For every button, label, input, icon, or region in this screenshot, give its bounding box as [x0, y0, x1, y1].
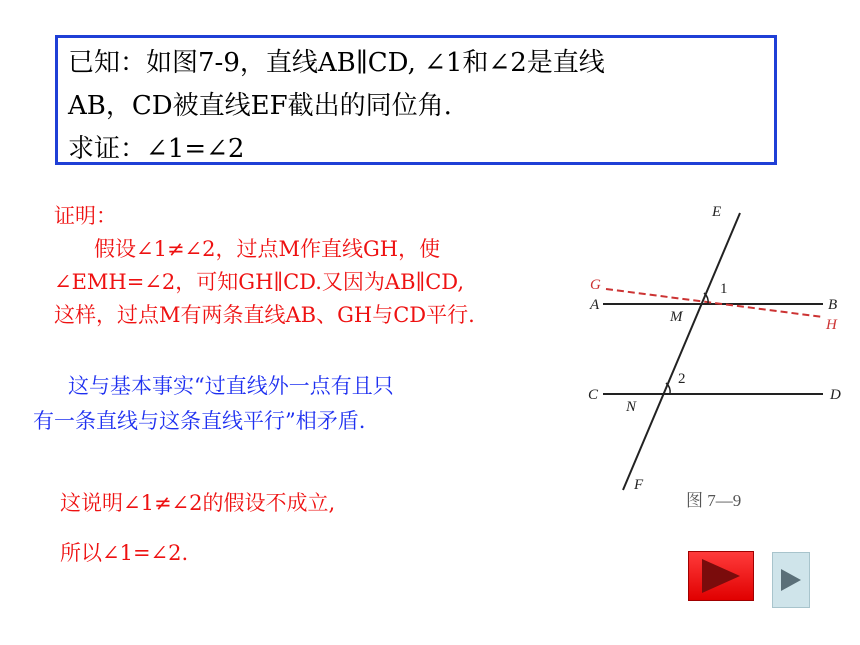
next-button[interactable]	[772, 552, 810, 608]
contradiction-line-2: 有一条直线与这条直线平行”相矛盾.	[33, 409, 366, 433]
label-1: 1	[720, 281, 728, 297]
label-e: E	[712, 204, 722, 220]
label-c: C	[588, 387, 599, 403]
proof-line-1: 假设∠1≠∠2，过点M作直线GH，使	[94, 237, 441, 261]
label-g: G	[590, 277, 601, 293]
label-h: H	[826, 317, 837, 333]
conclusion-line-2: 所以∠1=∠2.	[60, 541, 189, 565]
line-ef	[623, 213, 740, 490]
proof-heading: 证明：	[54, 204, 117, 228]
label-b: B	[828, 297, 838, 313]
given-line-1: 已知：如图7-9，直线AB∥CD, ∠1和∠2是直线	[68, 48, 605, 78]
label-f: F	[634, 477, 644, 493]
proof-line-2: ∠EMH=∠2，可知GH∥CD.又因为AB∥CD,	[54, 270, 465, 294]
to-prove-line: 求证：∠1=∠2	[68, 134, 245, 164]
contradiction-line-1: 这与基本事实“过直线外一点有且只	[68, 374, 394, 398]
figure-caption: 图 7—9	[686, 491, 742, 510]
label-2: 2	[678, 371, 686, 387]
label-m: M	[670, 309, 683, 325]
proof-line-3: 这样，过点M有两条直线AB、GH与CD平行.	[54, 303, 475, 327]
geometry-figure	[578, 195, 848, 525]
conclusion-line-1: 这说明∠1≠∠2的假设不成立,	[60, 491, 336, 515]
label-n: N	[626, 399, 637, 415]
next-arrow-icon	[781, 569, 801, 591]
label-a: A	[590, 297, 600, 313]
given-line-2: AB，CD被直线EF截出的同位角.	[68, 91, 452, 121]
label-d: D	[830, 387, 841, 403]
given-statement-box	[55, 35, 777, 165]
play-triangle-icon	[702, 559, 740, 593]
play-button[interactable]	[688, 551, 754, 601]
